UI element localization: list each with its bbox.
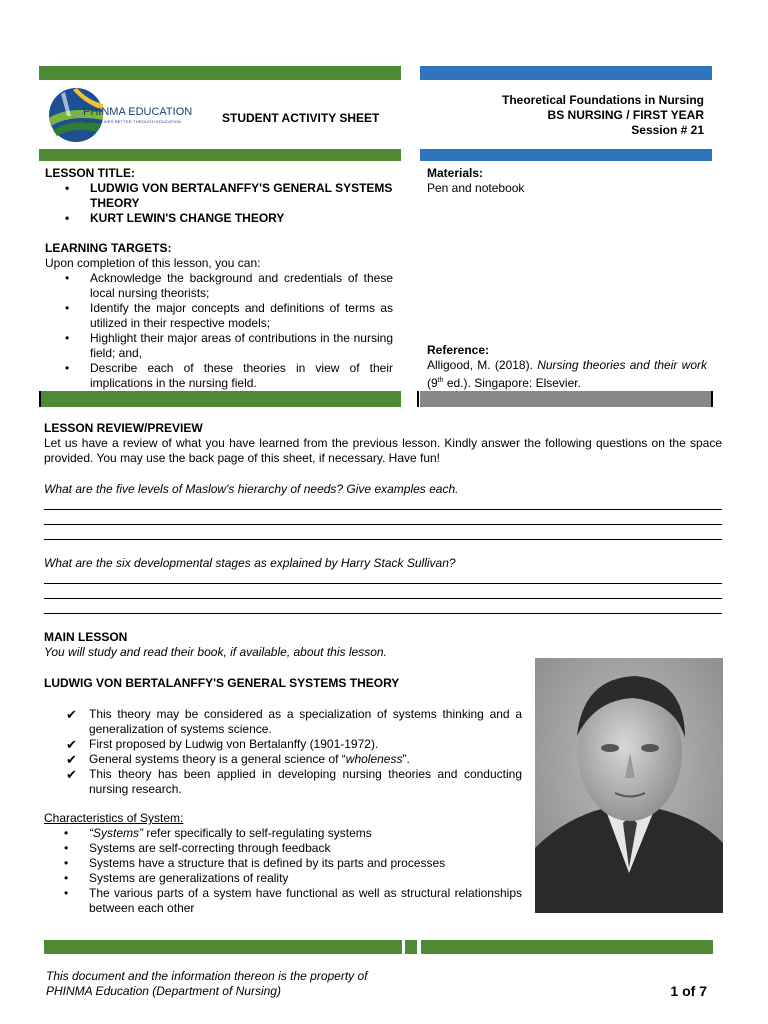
page-number: 1 of 7 bbox=[670, 983, 707, 999]
theory-point-text: First proposed by Ludwig von Bertalanffy (1901-1972). bbox=[89, 737, 379, 751]
header-bar-left bbox=[39, 66, 401, 80]
phinma-logo bbox=[47, 86, 207, 144]
review-intro: Let us have a review of what you have learned from the previous lesson. Kindly answer the following questions on the space provided. You may use the back page of this sheet, if necessary. Have fun! bbox=[44, 436, 722, 465]
course-info bbox=[430, 93, 704, 138]
sheet-title: STUDENT ACTIVITY SHEET bbox=[222, 111, 380, 125]
portrait-photo-icon bbox=[535, 658, 723, 913]
characteristics-heading: Characteristics of System: bbox=[44, 811, 184, 825]
session-number: Session # 21 bbox=[631, 123, 704, 137]
reference-author: Alligood, M. (2018). bbox=[427, 358, 538, 372]
characteristic-item bbox=[44, 856, 522, 871]
characteristic-text: refer specifically to self-regulating systems bbox=[143, 826, 372, 840]
answer-line[interactable] bbox=[44, 524, 722, 525]
checkmark-icon: ✔ bbox=[66, 752, 77, 767]
section-bar-right bbox=[420, 149, 712, 161]
characteristic-text: Systems are generalizations of reality bbox=[89, 871, 289, 885]
review-section bbox=[44, 421, 722, 466]
theory-point-text: This theory has been applied in developing nursing theories and conducting nursing research. bbox=[89, 767, 522, 796]
reference-section bbox=[427, 343, 707, 391]
learning-target-item: • Describe each of these theories in view of their implications in the nursing field. bbox=[45, 361, 393, 391]
reference-edition-sup: th bbox=[437, 377, 444, 384]
answer-line[interactable] bbox=[44, 598, 722, 599]
characteristic-item bbox=[44, 871, 522, 886]
materials-label: Materials: bbox=[427, 166, 484, 180]
theory-points bbox=[44, 707, 522, 797]
logo-tagline: MAKING LIVES BETTER THROUGH EDUCATION bbox=[83, 119, 182, 124]
theory-point bbox=[44, 752, 522, 767]
main-lesson-subtitle: You will study and read their book, if available, about this lesson. bbox=[44, 645, 387, 659]
theory-point-emphasis: wholeness bbox=[345, 752, 403, 766]
theory-point-list bbox=[44, 707, 522, 797]
answer-line[interactable] bbox=[44, 539, 722, 540]
main-lesson-heading: MAIN LESSON bbox=[44, 630, 128, 644]
lesson-section bbox=[45, 166, 393, 391]
theory-point-text: General systems theory is a general science of “ bbox=[89, 752, 346, 766]
answer-line[interactable] bbox=[44, 583, 722, 584]
main-lesson-header bbox=[44, 630, 514, 660]
characteristic-text: The various parts of a system have functional as well as structural relationships between each other bbox=[89, 886, 522, 915]
characteristic-item bbox=[44, 886, 522, 916]
lesson-title-item: • KURT LEWIN'S CHANGE THEORY bbox=[45, 211, 393, 226]
reference-edition: (9 bbox=[427, 376, 438, 390]
learning-target-item: • Acknowledge the background and credentials of these local nursing theorists; bbox=[45, 271, 393, 301]
section-bar-left bbox=[39, 149, 401, 161]
header-bar-right bbox=[420, 66, 712, 80]
bertalanffy-portrait bbox=[535, 658, 723, 913]
materials-value: Pen and notebook bbox=[427, 181, 525, 195]
question-2: What are the six developmental stages as explained by Harry Stack Sullivan? bbox=[44, 556, 456, 570]
reference-text bbox=[427, 358, 707, 391]
learning-targets-label: LEARNING TARGETS: bbox=[45, 241, 172, 255]
program-name: BS NURSING / FIRST YEAR bbox=[547, 108, 704, 122]
reference-publisher: ed.). Singapore: Elsevier. bbox=[443, 376, 581, 390]
theory-point bbox=[44, 707, 522, 737]
characteristic-emphasis: “Systems” bbox=[89, 826, 143, 840]
characteristic-text: Systems are self-correcting through feedback bbox=[89, 841, 331, 855]
theory-point bbox=[44, 767, 522, 797]
footer-bar-left bbox=[44, 940, 402, 954]
checkmark-icon: ✔ bbox=[66, 707, 77, 722]
checkmark-icon: ✔ bbox=[66, 737, 77, 752]
reference-book-title: Nursing theories and their work bbox=[537, 358, 707, 372]
reference-label: Reference: bbox=[427, 343, 490, 357]
learning-targets-intro: Upon completion of this lesson, you can: bbox=[45, 256, 261, 270]
characteristics-list bbox=[44, 826, 522, 916]
theory-point-text: This theory may be considered as a specialization of systems thinking and a generalization of systems science. bbox=[89, 707, 522, 736]
footer-bar-right bbox=[421, 940, 713, 954]
lesson-title-item: • LUDWIG VON BERTALANFFY'S GENERAL SYSTEMS THEORY bbox=[45, 181, 393, 211]
section-end-bar-right bbox=[420, 391, 712, 407]
characteristic-text: Systems have a structure that is defined by its parts and processes bbox=[89, 856, 446, 870]
answer-line[interactable] bbox=[44, 509, 722, 510]
section-end-divider-right bbox=[711, 391, 713, 407]
theory-point bbox=[44, 737, 522, 752]
characteristic-item bbox=[44, 826, 522, 841]
learning-target-item: • Identify the major concepts and definitions of terms as utilized in their respective models; bbox=[45, 301, 393, 331]
characteristic-item bbox=[44, 841, 522, 856]
course-name: Theoretical Foundations in Nursing bbox=[501, 93, 704, 107]
learning-targets-list bbox=[45, 271, 393, 391]
section-end-bar-left bbox=[39, 391, 401, 407]
footer-line-2: PHINMA Education (Department of Nursing) bbox=[46, 984, 281, 998]
footer-bar-mid bbox=[405, 940, 417, 954]
footer-line-1: This document and the information thereon is the property of bbox=[46, 969, 368, 983]
learning-target-item: • Highlight their major areas of contributions in the nursing field; and, bbox=[45, 331, 393, 361]
materials-section bbox=[427, 166, 707, 196]
characteristics-section bbox=[44, 811, 522, 916]
checkmark-icon: ✔ bbox=[66, 767, 77, 782]
theory-heading: LUDWIG VON BERTALANFFY'S GENERAL SYSTEMS THEORY bbox=[44, 676, 400, 690]
footer-notice bbox=[46, 969, 368, 999]
answer-line[interactable] bbox=[44, 613, 722, 614]
lesson-title-label: LESSON TITLE: bbox=[45, 166, 135, 180]
question-1: What are the five levels of Maslow's hierarchy of needs? Give examples each. bbox=[44, 482, 459, 496]
theory-point-text-end: ”. bbox=[402, 752, 410, 766]
section-end-divider-mid bbox=[417, 391, 419, 407]
review-heading: LESSON REVIEW/PREVIEW bbox=[44, 421, 203, 435]
section-end-divider-left bbox=[39, 391, 41, 407]
lesson-title-list bbox=[45, 181, 393, 226]
logo-text: PHINMA EDUCATION bbox=[83, 106, 193, 118]
